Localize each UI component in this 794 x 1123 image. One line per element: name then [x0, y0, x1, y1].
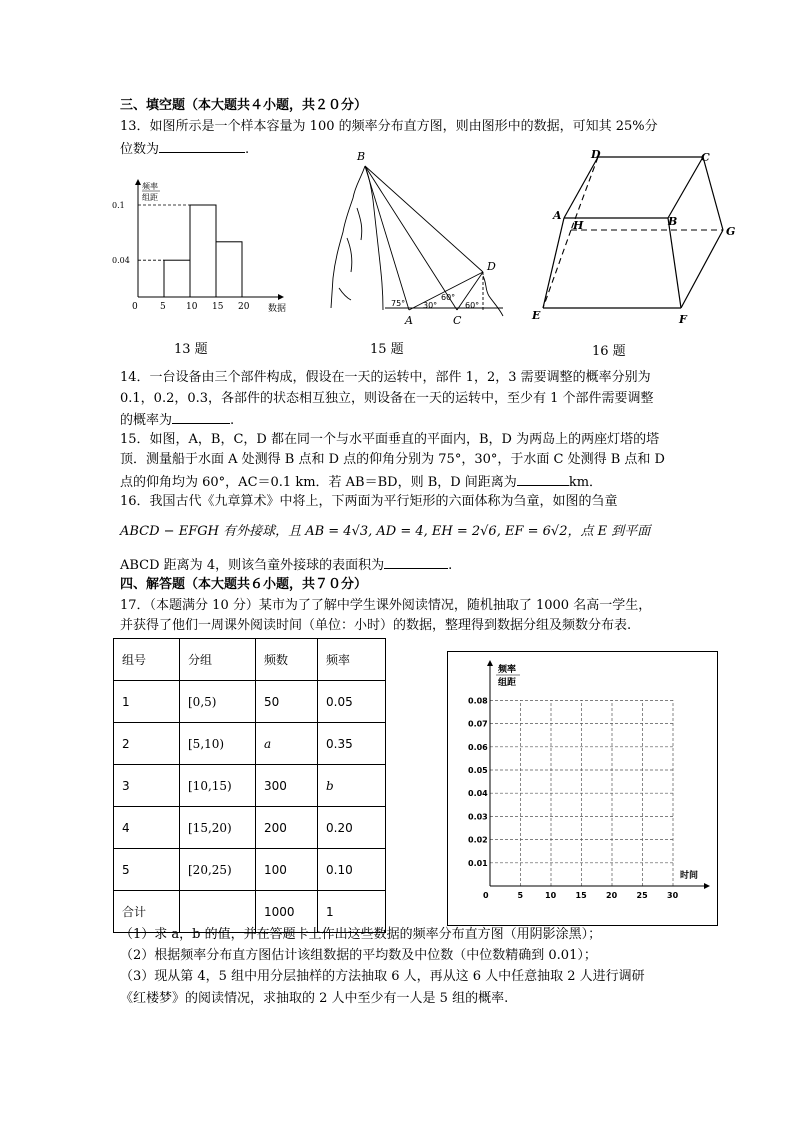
q13-end: .	[245, 142, 250, 157]
table-cell: b	[318, 765, 386, 807]
label-C: C	[453, 314, 462, 327]
island-outline	[483, 276, 503, 316]
q13-prefix: 位数为	[120, 142, 160, 157]
q15-text-1: 15．如图，A，B，C，D 都在同一个与水平面垂直的平面内，B，D 为两岛上的两座灯塔的塔	[120, 432, 660, 447]
table-cell: 3	[114, 765, 180, 807]
q14-end: .	[230, 413, 235, 428]
q14-text-2: 0.1，0.2，0.3，各部件的状态相互独立，则设备在一天的运转中，至少有 1 个部件需要调整	[120, 391, 654, 406]
edge-cb	[668, 157, 703, 218]
table-header-row	[114, 639, 386, 681]
label-D16: D	[591, 148, 601, 161]
q17-sub3-2: 《红楼梦》的阅读情况，求抽取的 2 人中至少有一人是 5 组的概率.	[120, 991, 509, 1006]
angle-60-b: 60°	[465, 301, 480, 310]
table-row	[114, 723, 386, 765]
q16-text-2: ABCD − EFGH 有外接球，且 AB = 4√3, AD = 4, EH = 2√6, EF = 6√2，点 E 到平面	[120, 524, 651, 539]
caption-16: 16 题	[592, 344, 626, 359]
table-cell: [5,10)	[180, 723, 256, 765]
line-cb	[365, 166, 457, 310]
y-tick-label: 0.08	[468, 696, 488, 706]
label-B16: B	[668, 215, 678, 228]
q16-text-3	[120, 554, 452, 576]
table-cell: [15,20)	[180, 807, 256, 849]
table-cell: [10,15)	[180, 765, 256, 807]
y-label-bottom: 组距	[142, 193, 158, 202]
q17-grid-chart	[448, 652, 715, 923]
table-cell: 50	[256, 681, 318, 723]
histogram-bar	[190, 205, 216, 297]
label-F16: F	[679, 313, 687, 325]
x-tick-label: 25	[636, 891, 648, 900]
q13-text-2	[120, 138, 249, 160]
section4-heading: 四、解答题（本大题共６小题，共７０分）	[120, 577, 368, 592]
table-cell: [20,25)	[180, 849, 256, 891]
histogram-bar	[164, 260, 190, 297]
q17-text-2: 并获得了他们一周课外阅读时间（单位：小时）的数据，整理得到数据分组及频数分布表.	[120, 618, 632, 633]
x-tick-label: 20	[238, 302, 250, 312]
table-cell: 频数	[256, 639, 318, 681]
x-axis-arrow	[704, 883, 710, 889]
cliff-texture	[339, 208, 362, 300]
y-tick-label: 0.04	[112, 256, 130, 266]
x-tick-label: 0	[132, 302, 138, 312]
table-cell: 1	[114, 681, 180, 723]
table-cell: 2	[114, 723, 180, 765]
label-B: B	[357, 150, 366, 163]
label-D: D	[487, 260, 496, 273]
q15-end: km．	[568, 475, 603, 490]
y-tick-label: 0.03	[468, 812, 488, 822]
q14-text-3	[120, 409, 234, 431]
edge-cg	[703, 157, 723, 230]
table-cell: 分组	[180, 639, 256, 681]
label-C16: C	[701, 151, 710, 164]
table-cell: 1	[318, 891, 386, 933]
edge-da	[564, 157, 598, 218]
table-cell: 1000	[256, 891, 318, 933]
x-tick-label: 15	[212, 302, 224, 312]
table-cell: 0.05	[318, 681, 386, 723]
table-cell: 0.20	[318, 807, 386, 849]
q17-sub2: （2）根据频率分布直方图估计该组数据的平均数及中位数（中位数精确到 0.01）；	[120, 948, 597, 963]
angle-30: 30°	[423, 301, 438, 310]
y-tick-label: 0.01	[468, 858, 488, 868]
q14-prefix: 的概率为	[120, 413, 173, 428]
fig15-diagram	[325, 148, 515, 330]
frequency-table	[113, 638, 386, 933]
y-tick-label: 0.05	[468, 766, 488, 775]
x-axis-label: 时间	[680, 871, 699, 881]
q13-answer-blank[interactable]	[159, 138, 245, 153]
line-ab	[365, 166, 409, 310]
table-row	[114, 681, 386, 723]
fig13-histogram	[110, 175, 300, 320]
q16-end: .	[448, 558, 453, 573]
q17-sub3-1: （3）现从第 4，5 组中用分层抽样的方法抽取 6 人，再从这 6 人中任意抽取 2 人进行调研	[120, 969, 645, 984]
caption-15: 15 题	[370, 342, 404, 357]
q15-text-2: 顶．测量船于水面 A 处测得 B 点和 D 点的仰角分别为 75°，30°，于水面 C 处测得 B 点和 D	[120, 452, 665, 467]
q15-answer-blank[interactable]	[517, 471, 569, 486]
frequency-table-body	[114, 639, 386, 933]
edge-fg	[681, 230, 723, 308]
fig13-group	[112, 179, 286, 314]
table-row	[114, 765, 386, 807]
table-cell: 组号	[114, 639, 180, 681]
q14-text-1: 14．一台设备由三个部件构成，假设在一天的运转中，部件 1，2，3 需要调整的概率分别为	[120, 370, 651, 385]
x-tick-label: 10	[545, 891, 557, 900]
table-cell: 0.10	[318, 849, 386, 891]
x-tick-label: 5	[160, 302, 166, 312]
q17-text-1: 17．（本题满分 10 分）某市为了了解中学生课外阅读情况，随机抽取了 1000 名高一学生，	[120, 598, 652, 613]
y-axis-arrow	[135, 179, 141, 185]
caption-13: 13 题	[174, 342, 208, 357]
table-cell: [0,5)	[180, 681, 256, 723]
table-row	[114, 807, 386, 849]
histogram-bar	[216, 242, 242, 297]
edge-he	[543, 230, 571, 308]
table-cell: 5	[114, 849, 180, 891]
q13-text-1: 13．如图所示是一个样本容量为 100 的频率分布直方图，则由图形中的数据，可知其 25%分	[120, 119, 658, 134]
x-axis-label: 数据	[268, 304, 287, 314]
q17-sub1: （1）求 a，b 的值，并在答题卡上作出这些数据的频率分布直方图（用阴影涂黑）；	[120, 927, 602, 942]
x-tick-label: 30	[667, 891, 679, 900]
x-tick-label: 10	[186, 302, 198, 312]
table-cell: 300	[256, 765, 318, 807]
y-axis-arrow	[487, 660, 493, 666]
x-tick-label: 15	[575, 891, 587, 900]
y-tick-label: 0.07	[468, 719, 488, 729]
y-tick-label: 0.02	[468, 835, 488, 845]
label-E16: E	[532, 309, 541, 322]
x-tick-label: 0	[483, 891, 489, 900]
label-G16: G	[726, 225, 736, 238]
fig17-group	[468, 660, 710, 900]
y-tick-label: 0.04	[468, 789, 488, 799]
y-label-top: 频率	[498, 665, 517, 675]
fig16-solid	[525, 145, 745, 325]
q16-answer-blank[interactable]	[384, 554, 448, 569]
x-tick-label: 5	[517, 891, 524, 900]
table-cell: 合计	[114, 891, 180, 933]
q15-text-3	[120, 471, 602, 493]
table-cell: a	[256, 723, 318, 765]
label-H16: H	[573, 219, 584, 232]
line-bd	[365, 166, 483, 272]
section3-heading: 三、填空题（本大题共４小题，共２０分）	[120, 98, 368, 113]
angle-75: 75°	[391, 299, 406, 308]
y-tick-label: 0.06	[468, 742, 488, 752]
q16-text-1: 16．我国古代《九章算术》中将上，下两面为平行矩形的六面体称为刍童，如图的刍童	[120, 494, 618, 509]
edge-bf	[668, 218, 681, 308]
table-row	[114, 849, 386, 891]
q16-prefix: ABCD 距离为 4，则该刍童外接球的表面积为	[120, 558, 385, 573]
y-label-top: 频率	[142, 182, 158, 191]
x-tick-label: 20	[606, 891, 618, 900]
table-cell: 0.35	[318, 723, 386, 765]
x-axis-arrow	[278, 294, 284, 300]
table-cell: 4	[114, 807, 180, 849]
q15-prefix: 点的仰角均为 60°，AC＝0.1 km．若 AB＝BD，则 B，D 间距离为	[120, 475, 517, 490]
y-tick-label: 0.1	[112, 201, 125, 210]
table-cell: 频率	[318, 639, 386, 681]
y-label-bottom: 组距	[498, 678, 517, 688]
table-cell: 200	[256, 807, 318, 849]
edge-ae	[543, 218, 564, 308]
q14-answer-blank[interactable]	[172, 409, 230, 424]
angle-60-a: 60°	[441, 293, 456, 302]
label-A16: A	[553, 209, 562, 222]
label-A: A	[405, 314, 413, 327]
table-cell: 100	[256, 849, 318, 891]
